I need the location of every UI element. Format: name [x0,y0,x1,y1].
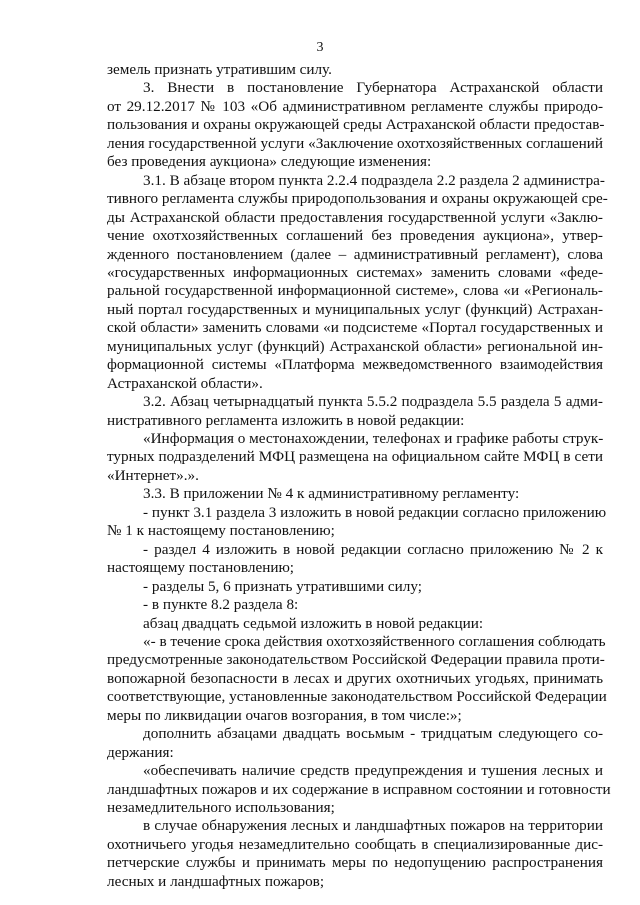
text-line: - раздел 4 изложить в новой редакции согласно приложению № 2 к [143,540,603,558]
text-line: ральной государственной информационной системе», слова «и «Региональ- [107,282,603,300]
text-line: № 1 к настоящему постановлению; [107,522,335,540]
text-line: лесных и ландшафтных пожаров; [107,872,325,890]
text-line: дополнить абзацами двадцать восьмым - тридцатым следующего со- [143,725,603,743]
text-line: предусмотренные законодательством Российской Федерации правила проти- [107,651,605,669]
text-line: ный портал государственных и муниципальных услуг (функций) Астрахан- [107,300,603,318]
text-line: - в пункте 8.2 раздела 8: [143,596,299,614]
text-line: нистративного регламента изложить в новой редакции: [107,411,465,429]
page-number: 3 [316,40,324,55]
text-line: «обеспечивать наличие средств предупреждения и тушения лесных и [143,762,603,780]
text-line: ской области» заменить словами «и подсистеме «Портал государственных и [107,319,603,337]
text-line: держания: [107,743,174,761]
text-line: в случае обнаружения лесных и ландшафтных пожаров на территории [143,817,603,835]
text-line: - пункт 3.1 раздела 3 изложить в новой редакции согласно приложению [143,503,607,521]
text-line: без проведения аукциона» следующие изменения: [107,153,432,171]
text-line: 3.2. Абзац четырнадцатый пункта 5.5.2 подраздела 5.5 раздела 5 адми- [143,393,603,411]
text-line: ления государственной услуги «Заключение охотхозяйственных соглашений [107,134,603,152]
text-line: соответствующие, установленные законодательством Российской Федерации [107,688,607,706]
text-line: - разделы 5, 6 признать утратившими силу; [143,577,422,595]
text-line: охотничьего угодья незамедлительно сообщать в специализированные дис- [107,835,603,853]
text-line: 3. Внести в постановление Губернатора Астраханской области [143,79,603,97]
text-line: вопожарной безопасности в лесах и других охотничьих угодьях, принимать [107,669,603,687]
text-line: тивного регламента службы природопользования и охраны окружающей сре- [107,190,608,208]
text-line: турных подразделений МФЦ размещена на официальном сайте МФЦ в сети [107,448,603,466]
text-line: Астраханской области». [107,374,263,392]
text-line: «государственных информационных системах» заменить словами «феде- [107,263,603,281]
text-line: от 29.12.2017 № 103 «Об административном регламенте службы природо- [107,97,603,115]
text-line: настоящему постановлению; [107,559,295,577]
text-line: пользования и охраны окружающей среды Астраханской области предостав- [107,116,605,134]
text-line: петчерские службы и принимать меры по недопущению распространения [107,854,603,872]
text-line: ды Астраханской области предоставления государственной услуги «Заклю- [107,208,603,226]
text-line: абзац двадцать седьмой изложить в новой редакции: [143,614,484,632]
text-line: «- в течение срока действия охотхозяйственного соглашения соблюдать [143,632,606,650]
text-line: ландшафтных пожаров и их содержание в исправном состоянии и готовности [107,780,611,798]
text-line: незамедлительного использования; [107,799,335,816]
text-line: муниципальных услуг (функций) Астраханской области» региональной ин- [107,337,603,355]
text-line: «Информация о местонахождении, телефонах и графике работы струк- [143,430,604,447]
text-line: меры по ликвидации очагов возгорания, в том числе:»; [107,706,462,724]
text-line: формационной системы «Платформа межведомственного взаимодействия [107,356,603,374]
text-line: жденного постановлением (далее – административный регламент), слова [107,245,603,263]
text-line: 3.1. В абзаце втором пункта 2.2.4 подраздела 2.2 раздела 2 администра- [143,171,605,189]
text-line: земель признать утратившим силу. [107,61,332,78]
text-line: «Интернет».». [107,466,199,484]
text-line: чение охотхозяйственных соглашений без проведения аукциона», утвер- [107,227,603,245]
text-line: 3.3. В приложении № 4 к административному регламенту: [143,485,520,503]
